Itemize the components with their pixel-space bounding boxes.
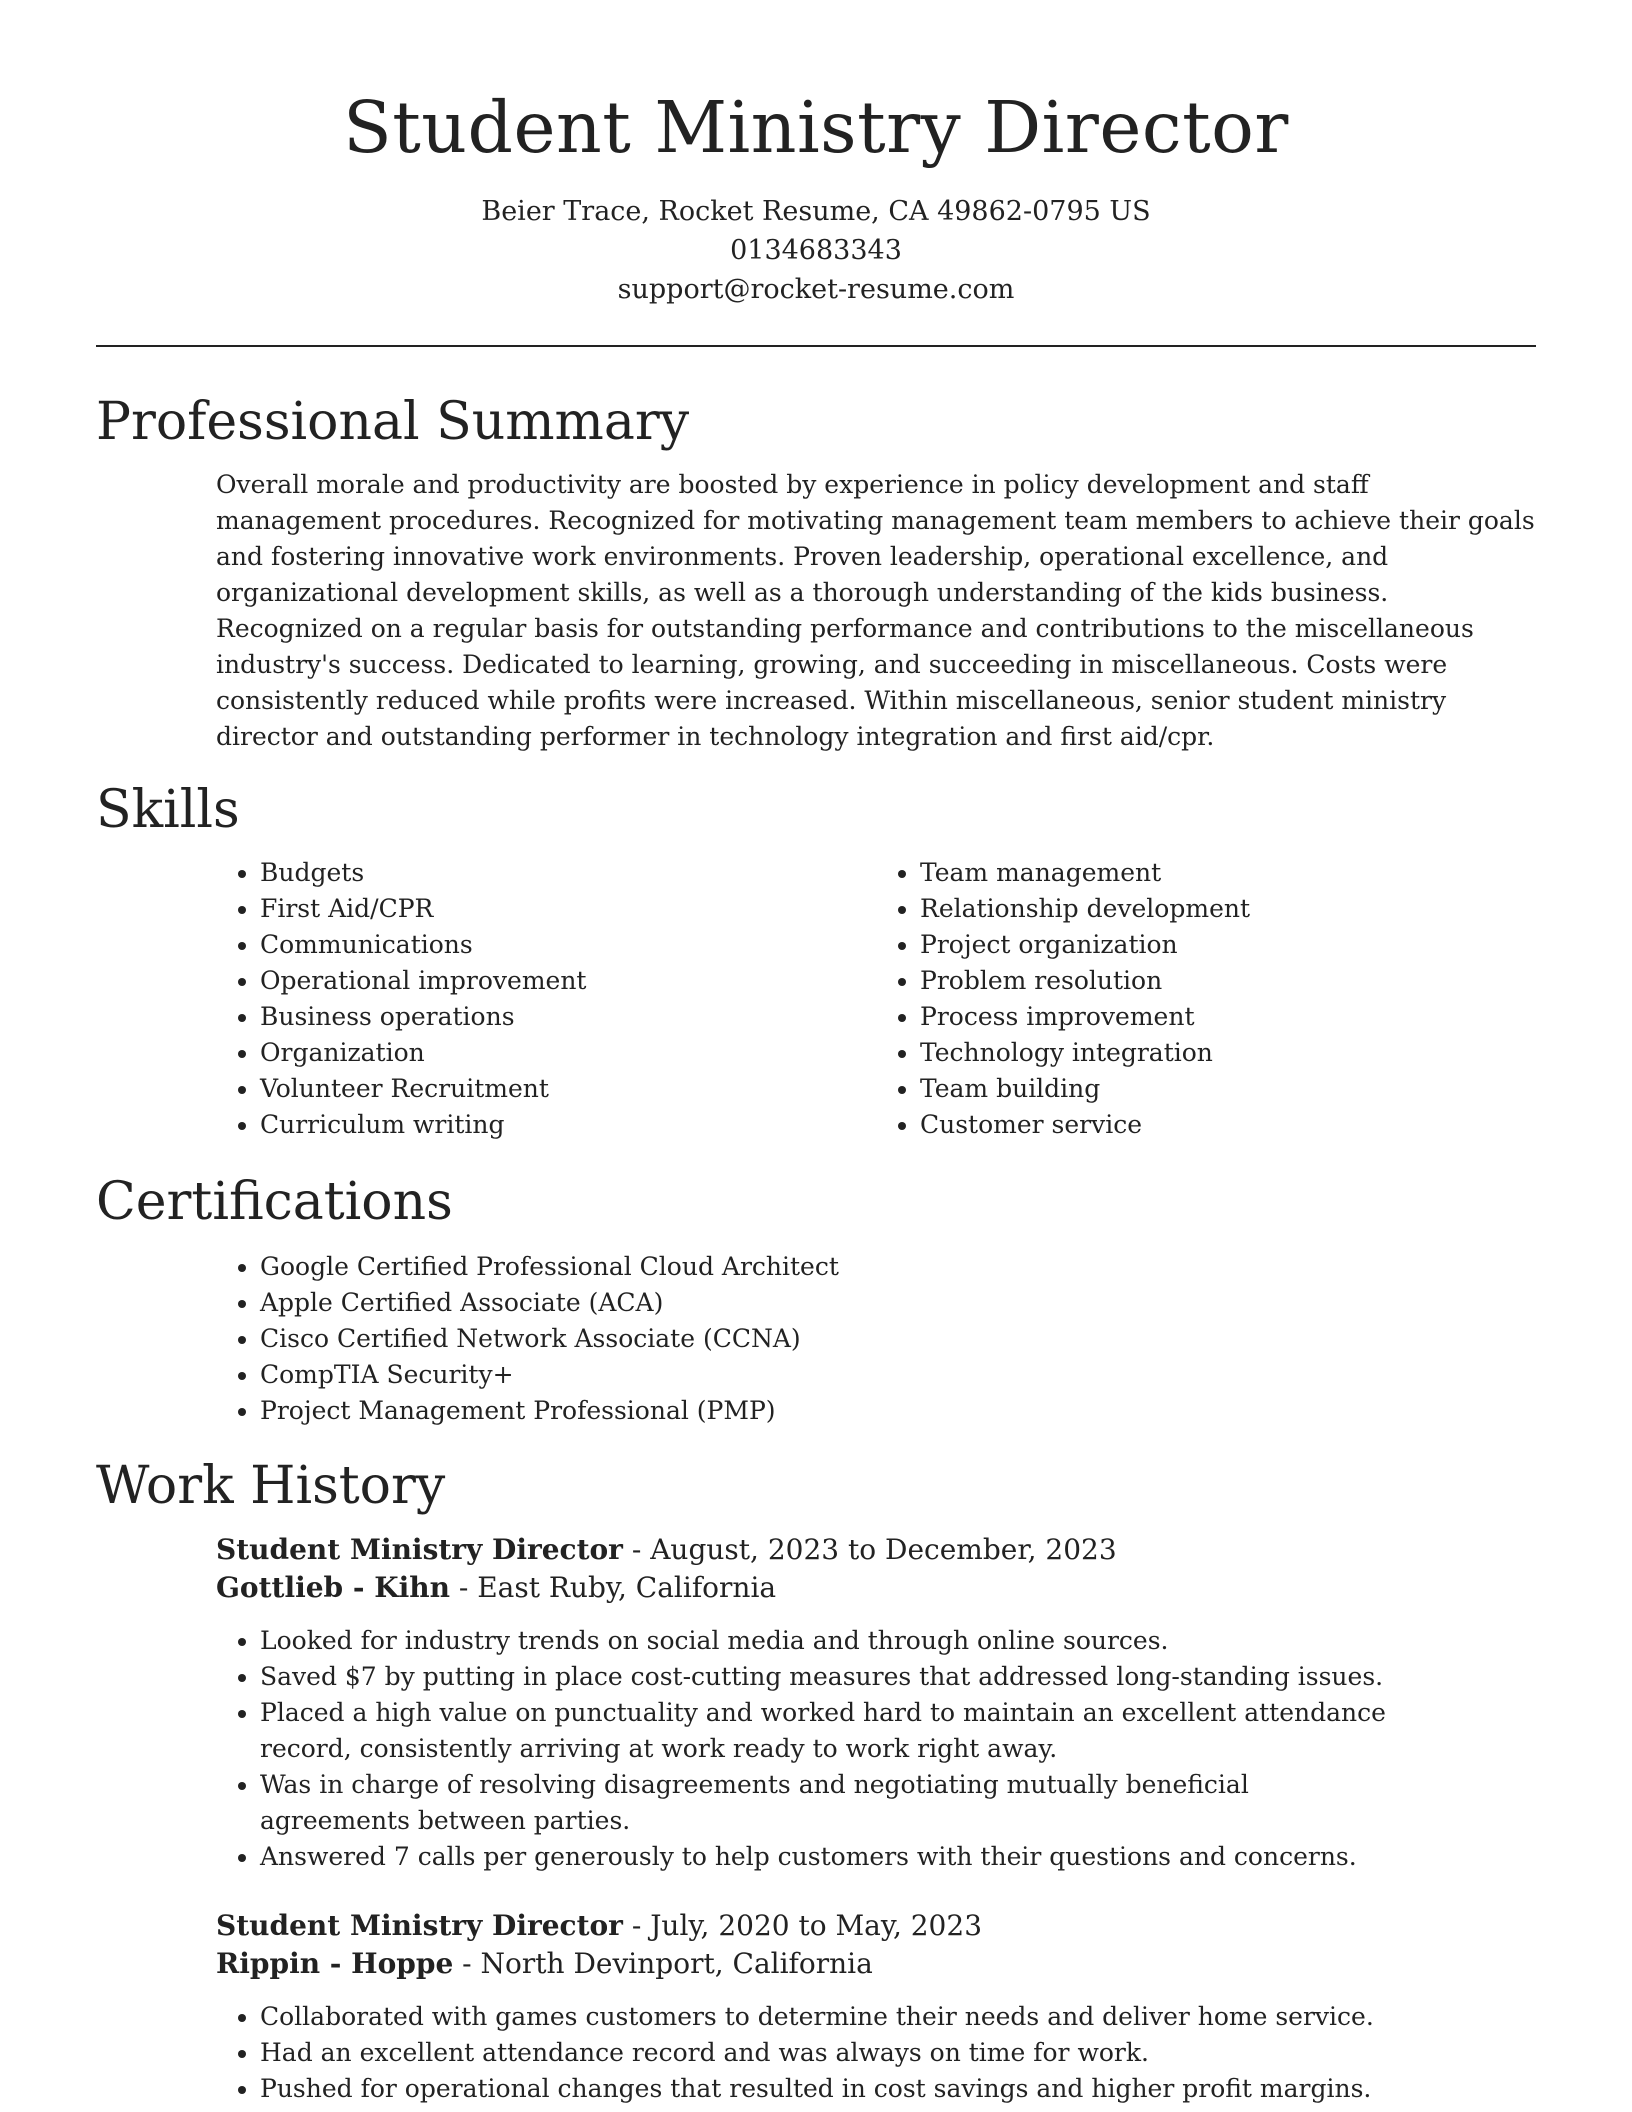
job-company: Gottlieb - Kihn	[216, 1571, 450, 1604]
job-dates: - August, 2023 to December, 2023	[622, 1533, 1117, 1566]
job-title-line	[216, 1907, 1536, 1945]
phone-number: 0134683343	[730, 235, 902, 266]
job-duty: • Placed a high value on punctuality and worked hard to maintain an excellent attendance record, consistently arriving at work ready to work right away.	[260, 1695, 1390, 1767]
work-history-heading: Work History	[96, 1456, 446, 1516]
skill-item: • Operational improvement	[260, 963, 876, 999]
job-duty: • Looked for industry trends on social media and through online sources.	[260, 1623, 1390, 1659]
certification-item: • Apple Certified Associate (ACA)	[260, 1285, 1632, 1321]
certification-item: • Cisco Certified Network Associate (CCNA)	[260, 1321, 1632, 1357]
job-duty: • Had an excellent attendance record and was always on time for work.	[260, 2035, 1390, 2071]
certifications-list	[216, 1249, 1632, 1429]
job-location: - East Ruby, California	[449, 1571, 777, 1604]
skills-heading: Skills	[96, 780, 240, 840]
summary-text: Overall morale and productivity are boosted by experience in policy development and staff management procedures. Recognized for motivating management team members to achieve their goals and fostering innovative work environments. Proven leadership, operational excellence, and organizational development skills, as well as a thorough understanding of the kids business. Recognized on a regular basis for outstanding performance and contributions to the miscellaneous industry's success. Dedicated to learning, growing, and succeeding in miscellaneous. Costs were consistently reduced while profits were increased. Within miscellaneous, senior student ministry director and outstanding performer in technology integration and first aid/cpr.	[216, 470, 1535, 751]
job-entry	[216, 1907, 1536, 2107]
email-address: support@rocket-resume.com	[617, 274, 1015, 305]
page-title: Student Ministry Director	[343, 86, 1289, 169]
skill-item: • Curriculum writing	[260, 1107, 876, 1143]
job-location: - North Devinport, California	[453, 1947, 873, 1980]
job-duty: • Answered 7 calls per generously to help customers with their questions and concerns.	[260, 1839, 1390, 1875]
certification-item: • CompTIA Security+	[260, 1357, 1632, 1393]
skill-item: • Process improvement	[920, 999, 1536, 1035]
job-company-line	[216, 1945, 1536, 1983]
job-title-line	[216, 1531, 1536, 1569]
job-entry	[216, 1531, 1536, 1875]
skills-list-left	[216, 855, 876, 1143]
job-role: Student Ministry Director	[216, 1533, 623, 1566]
job-duties-list	[216, 1999, 1390, 2107]
certification-item: • Project Management Professional (PMP)	[260, 1393, 1632, 1429]
skill-item: • Budgets	[260, 855, 876, 891]
job-role: Student Ministry Director	[216, 1909, 623, 1942]
skill-item: • Project organization	[920, 927, 1536, 963]
skill-item: • Technology integration	[920, 1035, 1536, 1071]
skill-item: • Team management	[920, 855, 1536, 891]
job-duties-list	[216, 1623, 1390, 1875]
header-divider	[96, 345, 1536, 347]
job-dates: - July, 2020 to May, 2023	[622, 1909, 983, 1942]
skill-item: • First Aid/CPR	[260, 891, 876, 927]
job-company: Rippin - Hoppe	[216, 1947, 454, 1980]
skill-item: • Communications	[260, 927, 876, 963]
resume-header	[0, 0, 1632, 309]
address: Beier Trace, Rocket Resume, CA 49862-0795 US	[481, 196, 1151, 227]
skill-item: • Organization	[260, 1035, 876, 1071]
skills-columns	[216, 855, 1536, 1143]
skill-item: • Team building	[920, 1071, 1536, 1107]
skill-item: • Business operations	[260, 999, 876, 1035]
contact-info	[0, 192, 1632, 309]
skill-item: • Volunteer Recruitment	[260, 1071, 876, 1107]
job-duty: • Pushed for operational changes that resulted in cost savings and higher profit margins.	[260, 2071, 1390, 2107]
certifications-heading: Certifications	[96, 1172, 453, 1232]
certification-item: • Google Certified Professional Cloud Architect	[260, 1249, 1632, 1285]
job-duty: • Saved $7 by putting in place cost-cutting measures that addressed long-standing issues.	[260, 1659, 1390, 1695]
skill-item: • Relationship development	[920, 891, 1536, 927]
job-duty: • Was in charge of resolving disagreements and negotiating mutually beneficial agreements between parties.	[260, 1767, 1390, 1839]
job-company-line	[216, 1569, 1536, 1607]
skill-item: • Problem resolution	[920, 963, 1536, 999]
skill-item: • Customer service	[920, 1107, 1536, 1143]
summary-heading: Professional Summary	[96, 392, 690, 452]
job-duty: • Collaborated with games customers to determine their needs and deliver home service.	[260, 1999, 1390, 2035]
skills-list-right	[876, 855, 1536, 1143]
